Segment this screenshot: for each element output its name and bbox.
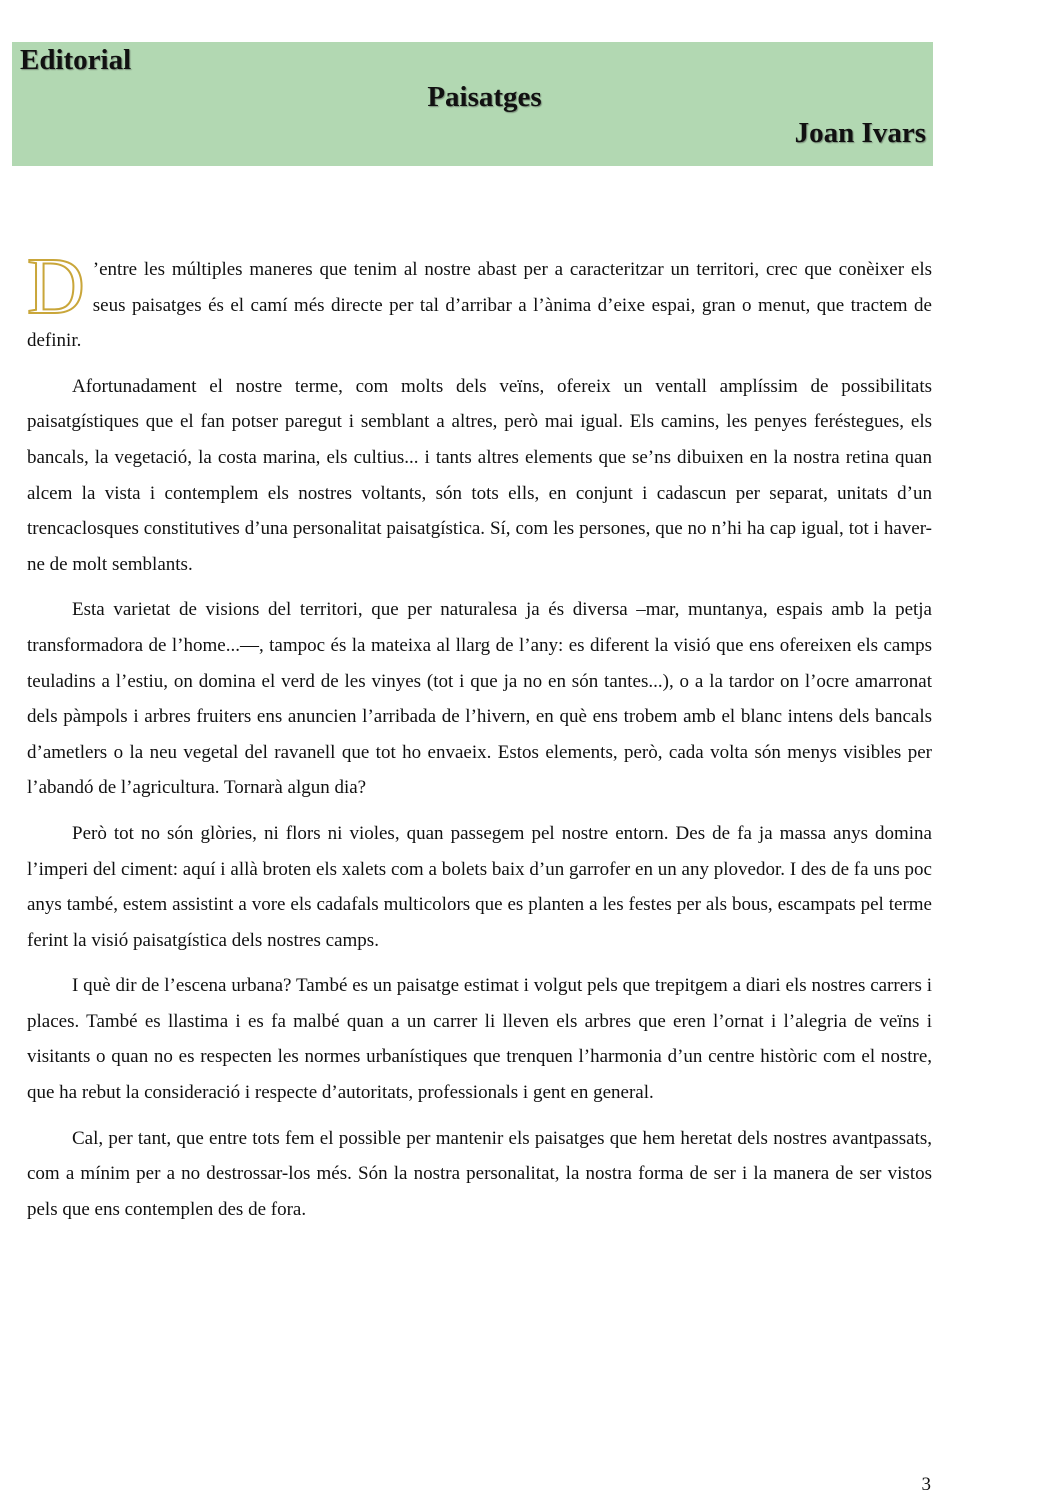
header-banner — [12, 42, 933, 166]
paragraph: Afortunadament el nostre terme, com molts dels veïns, ofereix un ventall amplíssim de possibilitats paisatgístiques que el fan potser paregut i semblant a altres, però mai igual. Els camins, les penyes feréstegues, els bancals, la vegetació, la costa marina, els cultius... i tants altres elements que se’ns dibuixen en la nostra retina quan alcem la vista i contemplem els nostres voltants, són tots ells, en conjunt i cadascun per separat, unitats d’un trencaclosques constitutives d’una personalitat paisatgística. Sí, com les persones, que no n’hi ha cap igual, tot i haver-ne de molt semblants. — [27, 375, 932, 575]
article-title: Paisatges — [427, 81, 542, 113]
paragraph: Però tot no són glòries, ni flors ni violes, quan passegem pel nostre entorn. Des de fa ja massa anys domina l’imperi del ciment: aquí i allà broten els xalets com a bolets baix d’un garrofer en un any plovedor. I des de fa uns poc anys també, estem assistint a vore els cadafals multicolors que es planten a les festes per als bous, escampats pel terme ferint la visió paisatgística dels nostres camps. — [27, 822, 932, 951]
article-body — [27, 243, 932, 1237]
paragraph: Esta varietat de visions del territori, que per naturalesa ja és diversa –mar, muntanya, espais amb la petja transformadora de l’home...—, tampoc és la mateixa al llarg de l’any: es diferent la visió que ens ofereixen els camps teuladins a l’estiu, on domina el verd de les vinyes (tot i que ja no en són tantes...), o a la tardor on l’ocre amarronat dels pàmpols i arbres fruiters ens anuncien l’arribada de l’hivern, en què ens trobem amb el blanc intens dels bancals d’ametlers o la neu vegetal del ravanell que tot ho envaeix. Estos elements, però, cada volta són menys visibles per l’abandó de l’agricultura. Tornarà algun dia? — [27, 599, 932, 799]
page-number: 3 — [921, 1474, 931, 1495]
paragraph: I què dir de l’escena urbana? També es un paisatge estimat i volgut pels que trepitgem a diari els nostres carrers i places. També es llastima i es fa malbé quan a un carrer li lleven els arbres que eren l’ornat i l’alegria de veïns i visitants o quan no es respecten les normes urbanístiques que trenquen l’harmonia d’un centre històric com el nostre, que ha rebut la consideració i respecte d’autoritats, professionals i gent en general. — [27, 975, 932, 1104]
drop-cap: D — [27, 243, 85, 331]
paragraph: Cal, per tant, que entre tots fem el possible per mantenir els paisatges que hem heretat dels nostres avantpassats, com a mínim per a no destrossar-los més. Són la nostra personalitat, la nostra forma de ser i la manera de ser vistos pels que ens contemplen des de fora. — [27, 1127, 932, 1220]
paragraph — [27, 243, 932, 359]
section-label: Editorial — [20, 44, 132, 76]
paragraph-text: ’entre les múltiples maneres que tenim al nostre abast per a caracteritzar un territori, crec que conèixer els seus paisatges és el camí més directe per tal d’arribar a l’ànima d’eixe espai, gran o menut, que tractem de definir. — [27, 259, 932, 352]
author-name: Joan Ivars — [794, 117, 926, 149]
